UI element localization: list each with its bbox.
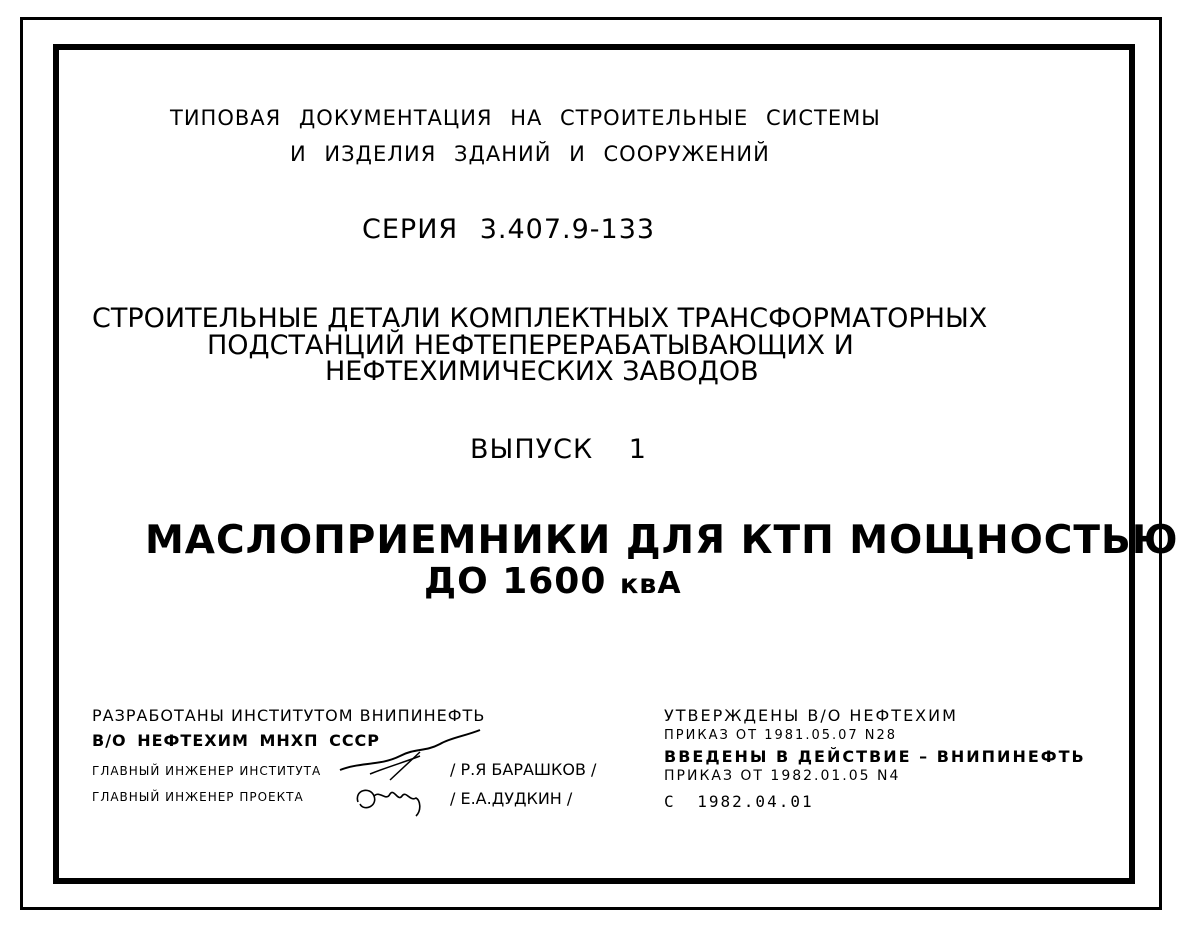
title-line-1: СТРОИТЕЛЬНЫЕ ДЕТАЛИ КОМПЛЕКТНЫХ ТРАНСФОРМАТОРНЫХ	[92, 303, 988, 334]
title-line-2: ПОДСТАНЦИЙ НЕФТЕПЕРЕРАБАТЫВАЮЩИХ И	[207, 330, 854, 361]
chief-project-name: / Е.А.ДУДКИН /	[450, 789, 573, 808]
series-number: СЕРИЯ 3.407.9-133	[362, 214, 656, 245]
main-title-line-1: МАСЛОПРИЕМНИКИ ДЛЯ КТП МОЩНОСТЬЮ	[145, 518, 1179, 563]
developer-line-1: РАЗРАБОТАНЫ ИНСТИТУТОМ ВНИПИНЕФТЬ	[92, 706, 486, 725]
approval-line-3: ВВЕДЕНЫ В ДЕЙСТВИЕ – ВНИПИНЕФТЬ	[664, 747, 1086, 766]
main-title-line-2	[424, 561, 682, 602]
issue-number: ВЫПУСК 1	[470, 434, 647, 465]
approval-line-5: С 1982.04.01	[664, 792, 814, 811]
main-title-unit: кв	[619, 569, 658, 600]
chief-institute-name: / Р.Я БАРАШКОВ /	[450, 760, 597, 779]
header-line-1: ТИПОВАЯ ДОКУМЕНТАЦИЯ НА СТРОИТЕЛЬНЫЕ СИСТЕМЫ	[170, 106, 881, 130]
approval-line-4: ПРИКАЗ ОТ 1982.01.05 N4	[664, 768, 901, 784]
approval-line-1: УТВЕРЖДЕНЫ В/О НЕФТЕХИМ	[664, 706, 958, 725]
main-title-unit-a: А	[657, 566, 682, 601]
signature-project	[350, 780, 430, 820]
chief-institute-label: ГЛАВНЫЙ ИНЖЕНЕР ИНСТИТУТА	[92, 764, 322, 778]
chief-project-label: ГЛАВНЫЙ ИНЖЕНЕР ПРОЕКТА	[92, 790, 304, 804]
main-title-power: ДО 1600	[424, 561, 607, 602]
approval-line-2: ПРИКАЗ ОТ 1981.05.07 N28	[664, 728, 898, 743]
developer-line-2: В/О НЕФТЕХИМ МНХП СССР	[92, 731, 381, 750]
signature-institute	[330, 722, 500, 782]
header-line-2: И ИЗДЕЛИЯ ЗДАНИЙ И СООРУЖЕНИЙ	[290, 142, 770, 166]
title-line-3: НЕФТЕХИМИЧЕСКИХ ЗАВОДОВ	[325, 356, 759, 387]
